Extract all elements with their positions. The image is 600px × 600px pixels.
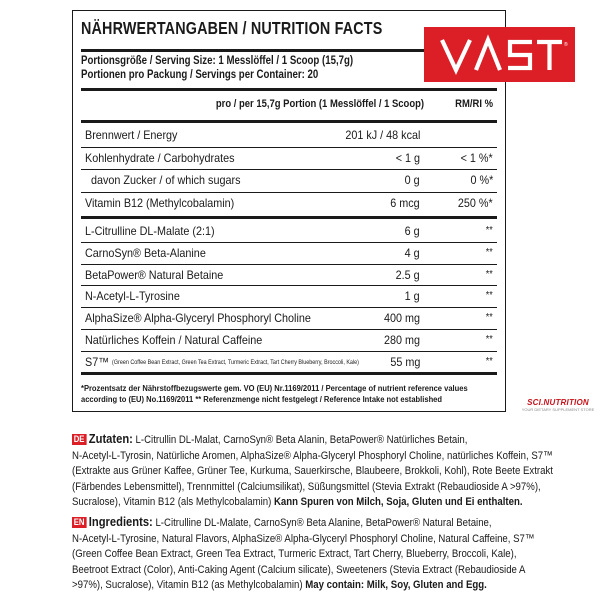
nutrition-row — [81, 193, 497, 214]
nutrition-row — [81, 221, 497, 242]
row-label-text: Brennwert / Energy — [85, 128, 178, 142]
row-label — [85, 268, 223, 282]
row-label — [85, 311, 311, 325]
row-label-text: L-Citrulline DL-Malate (2:1) — [85, 224, 215, 238]
ingredients-en-line — [72, 514, 492, 532]
column-header-ri: RM/RI % — [455, 98, 493, 110]
ingredients-en-line: Beetroot Extract (Color), Anti-Caking Agent (Calcium silicate), Sweeteners (Stevia Extract (Rebaudioside A — [72, 563, 526, 576]
row-label — [85, 196, 234, 210]
row-amount: < 1 g — [395, 150, 420, 165]
row-ri-value: 250 %* — [458, 195, 493, 210]
row-amount: 400 mg — [383, 311, 420, 326]
panel-title: NÄHRWERTANGABEN / NUTRITION FACTS — [81, 18, 383, 38]
divider-thick — [81, 372, 497, 375]
ingredients-de — [72, 431, 553, 511]
row-amount: 4 g — [404, 245, 420, 260]
divider-thick — [81, 216, 497, 219]
nutrition-row — [81, 308, 497, 329]
footnote-line-1: *Prozentsatz der Nährstoffbezugswerte gem. VO (EU) Nr.1169/2011 / Percentage of nutrient reference values — [81, 383, 468, 393]
language-tag-en: EN — [73, 517, 85, 527]
allergen-statement-de: Kann Spuren von Milch, Soja, Gluten und Ei enthalten. — [273, 496, 523, 509]
nutrition-row — [81, 330, 497, 351]
row-ri-value: ** — [485, 312, 493, 324]
row-label — [85, 224, 215, 238]
row-label — [85, 128, 177, 142]
vast-logo — [424, 27, 575, 82]
svg-text:®: ® — [564, 42, 568, 48]
nutrition-row — [81, 265, 497, 286]
watermark-text: SCI.NUTRITION — [527, 398, 589, 407]
footnote-line-2: according to (EU) No.1169/2011 ** Referenzmenge nicht festgelegt / Reference Intake not established — [81, 394, 443, 404]
ingredients-en-line — [72, 578, 487, 594]
watermark-sub: YOUR DIETARY SUPPLEMENT STORE — [521, 407, 595, 412]
column-header-per-serving: pro / per 15,7g Portion (1 Messlöffel / 1 Scoop) — [215, 98, 424, 110]
nutrition-row — [81, 148, 497, 169]
row-label-text: Natürliches Koffein / Natural Caffeine — [85, 333, 263, 347]
nutrition-row — [81, 352, 497, 373]
row-ri-value: ** — [485, 225, 493, 236]
divider-thick — [81, 120, 497, 123]
ingredients-de-line — [72, 431, 476, 449]
ingredients-de-heading: Zutaten: — [88, 431, 133, 446]
row-label — [85, 289, 180, 303]
row-amount: 2.5 g — [395, 267, 420, 282]
ingredients-de-line: N-Acetyl-L-Tyrosin, Natürliche Aromen, AlphaSize® Alpha-Glyceryl Phosphoryl Choline, natürliches Koffein, S7™ — [72, 449, 553, 462]
row-amount: 6 g — [404, 224, 420, 238]
row-ri-value: ** — [485, 334, 493, 345]
ingredients-en-text: >97%), Sucralose), Vitamin B12 (as Methylcobalamin) — [72, 579, 306, 592]
row-label-text: CarnoSyn® Beta-Alanine — [85, 245, 206, 260]
vast-logo-icon — [424, 27, 575, 82]
row-label-text: davon Zucker / of which sugars — [91, 173, 241, 187]
row-amount: 0 g — [404, 173, 420, 187]
divider-thick — [81, 88, 497, 91]
row-label — [91, 173, 240, 187]
row-amount: 55 mg — [389, 354, 420, 369]
row-ri-value: ** — [485, 355, 493, 367]
row-label — [85, 333, 262, 347]
serving-size: Portionsgröße / Serving Size: 1 Messlöffel / 1 Scoop (15,7g) — [81, 55, 354, 67]
allergen-statement-en: May contain: Milk, Soy, Gluten and Egg. — [305, 579, 487, 592]
row-ri-value: ** — [485, 268, 493, 280]
row-label — [85, 355, 359, 369]
servings-per-container: Portionen pro Packung / Servings per Container: 20 — [81, 69, 319, 81]
ingredients-en-heading: Ingredients: — [88, 514, 153, 529]
row-label-text: Kohlenhydrate / Carbohydrates — [85, 150, 235, 165]
row-label-subtext: (Green Coffee Bean Extract, Green Tea Extract, Turmeric Extract, Tart Cherry Blueberry, Broccoli, Kale) — [112, 359, 359, 366]
row-label — [85, 151, 234, 165]
row-label-text: N-Acetyl-L-Tyrosine — [85, 289, 180, 304]
ingredients-de-line — [72, 495, 523, 511]
row-label-text: BetaPower® Natural Betaine — [85, 267, 224, 282]
row-ri-value: ** — [485, 290, 493, 302]
ingredients-en-line: (Green Coffee Bean Extract, Green Tea Extract, Turmeric Extract, Tart Cherry, Blueberry, Broccoli, Kale), — [72, 548, 517, 561]
row-amount: 6 mcg — [390, 195, 420, 210]
watermark — [518, 398, 598, 412]
row-amount: 280 mg — [383, 333, 420, 347]
language-tag-de: DE — [73, 434, 85, 444]
ingredients-en-text: L-Citrulline DL-Malate, CarnoSyn® Beta Alanine, BetaPower® Natural Betaine, — [152, 517, 492, 529]
row-ri-value: 0 %* — [470, 173, 493, 187]
row-amount: 201 kJ / 48 kcal — [344, 128, 420, 142]
row-ri-value: < 1 %* — [460, 150, 493, 165]
ingredients-de-line: (Färbendes Lebensmittel), Trennmittel (Calciumsilikat), Süßungsmittel (Stevia Extrakt (Rebaudioside A >97%), — [72, 480, 541, 493]
row-label-text: S7™ — [85, 354, 110, 369]
ingredients-de-text: L-Citrullin DL-Malat, CarnoSyn® Beta Alanin, BetaPower® Natürliches Betain, — [132, 434, 468, 446]
row-label-text: Vitamin B12 (Methylcobalamin) — [85, 195, 235, 210]
row-label — [85, 246, 206, 260]
nutrition-row — [81, 170, 497, 191]
ingredients-de-text: Sucralose), Vitamin B12 (als Methylcobalamin) — [72, 496, 274, 509]
ingredients-en-line: N-Acetyl-L-Tyrosine, Natural Flavors, AlphaSize® Alpha-Glyceryl Phosphoryl Choline, Natural Caffeine, S7™ — [72, 532, 535, 545]
ingredients-en — [72, 514, 542, 594]
row-amount: 1 g — [404, 289, 420, 304]
row-ri-value: ** — [485, 246, 493, 258]
row-label-text: AlphaSize® Alpha-Glyceryl Phosphoryl Choline — [85, 311, 311, 326]
nutrition-row — [81, 243, 497, 264]
nutrition-row — [81, 125, 497, 146]
nutrition-row — [81, 286, 497, 307]
ingredients-de-line: (Extrakte aus Grüner Kaffee, Grüner Tee, Kurkuma, Sauerkirsche, Blaubeere, Brokkoli, Kohl), Rote Beete Extrakt — [72, 465, 553, 478]
